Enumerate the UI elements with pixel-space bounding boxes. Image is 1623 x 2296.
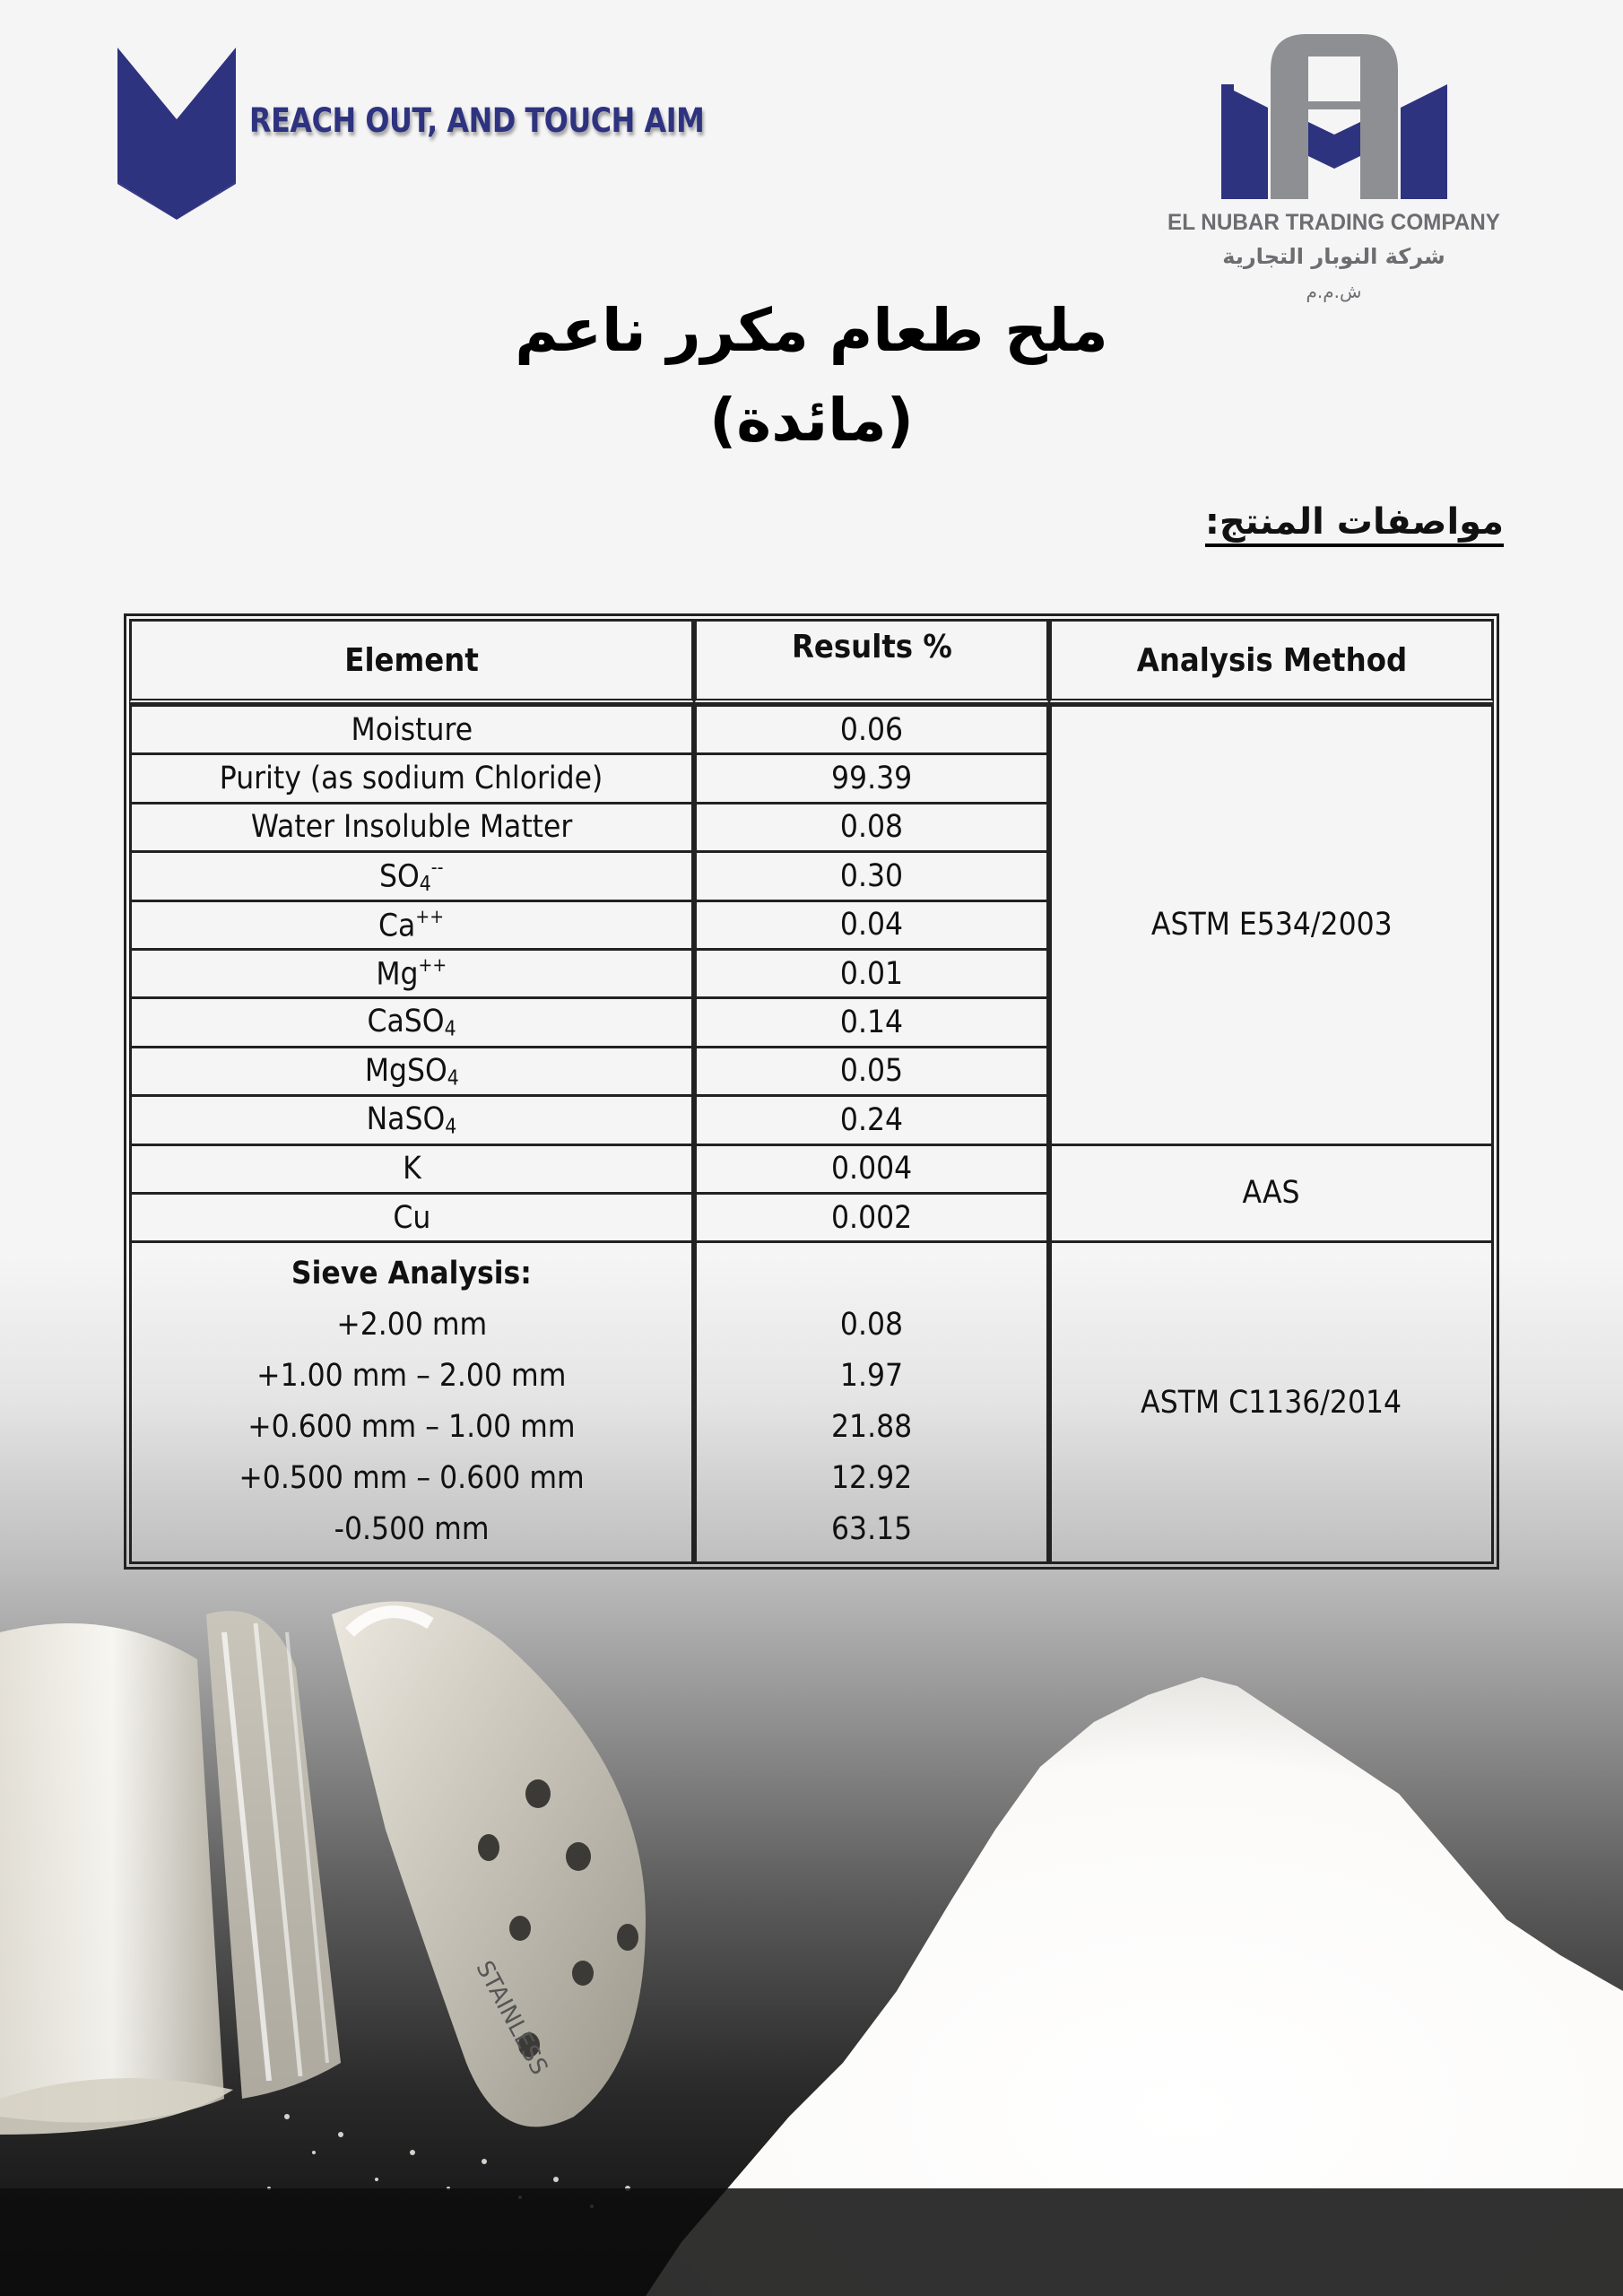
product-title: ملح طعام مكرر ناعم	[515, 296, 1108, 365]
sieve-title: Sieve Analysis:	[291, 1255, 533, 1292]
result-cell: 0.05	[694, 1048, 1049, 1097]
result-cell: 0.04	[694, 902, 1049, 951]
result-cell: 0.24	[694, 1097, 1049, 1145]
element-cell: K	[129, 1146, 694, 1195]
result-cell: 0.06	[694, 704, 1049, 755]
sieve-range: +1.00 mm – 2.00 mm	[256, 1357, 567, 1394]
result-cell: 0.004	[694, 1146, 1049, 1195]
sieve-range: -0.500 mm	[334, 1510, 490, 1547]
result-cell: 0.002	[694, 1195, 1049, 1243]
sieve-result: 1.97	[839, 1357, 904, 1394]
element-cell: Cu	[129, 1195, 694, 1243]
element-cell: Moisture	[129, 704, 694, 755]
element-cell: NaSO$_4$	[129, 1097, 694, 1145]
method-cell: ASTM C1136/2014	[1049, 1243, 1494, 1564]
spec-heading: مواصفات المنتج:	[1205, 502, 1504, 547]
sieve-result-cell	[694, 1243, 1049, 1564]
sieve-range: +0.600 mm – 1.00 mm	[247, 1408, 576, 1445]
header-results: Results %	[694, 619, 1049, 704]
element-cell: Ca++	[129, 902, 694, 951]
table-row	[129, 1146, 1494, 1195]
chevron-logo-icon	[117, 48, 236, 220]
tagline: REACH OUT, AND TOUCH AIM	[249, 101, 705, 140]
sieve-element-cell	[129, 1243, 694, 1564]
company-name-en: EL NUBAR TRADING COMPANY	[1167, 210, 1500, 235]
sieve-result: 0.08	[839, 1306, 904, 1343]
company-name-ar: شركة النوبار التجارية	[1222, 244, 1445, 269]
result-cell: 0.30	[694, 853, 1049, 901]
sieve-range: +2.00 mm	[336, 1306, 487, 1343]
sieve-range: +0.500 mm – 0.600 mm	[239, 1459, 585, 1496]
method-cell: AAS	[1049, 1146, 1494, 1244]
sieve-row	[129, 1243, 1494, 1564]
table-row	[129, 704, 1494, 755]
header-element: Element	[129, 619, 694, 704]
element-cell: Purity (as sodium Chloride)	[129, 755, 694, 804]
company-logo-icon	[1221, 34, 1447, 199]
method-cell: ASTM E534/2003	[1049, 704, 1494, 1146]
header-method: Analysis Method	[1049, 619, 1494, 704]
salt-shaker-illustration	[0, 1561, 1623, 2296]
sieve-result: 63.15	[830, 1510, 913, 1547]
shaker-stamp-text: STAINLESS	[470, 1956, 553, 2080]
element-cell: $SO_4^{--}$	[129, 853, 694, 901]
element-cell: CaSO$_4$	[129, 999, 694, 1048]
result-cell: 0.08	[694, 804, 1049, 853]
product-subtitle: (مائدة)	[709, 386, 914, 455]
element-cell: MgSO$_4$	[129, 1048, 694, 1097]
result-cell: 99.39	[694, 755, 1049, 804]
sieve-result: 12.92	[830, 1459, 913, 1496]
element-cell: Mg++	[129, 951, 694, 999]
spec-table	[124, 613, 1499, 1570]
company-type-ar: ش.م.م	[1306, 281, 1362, 302]
result-cell: 0.14	[694, 999, 1049, 1048]
result-cell: 0.01	[694, 951, 1049, 999]
table-header-row	[129, 619, 1494, 704]
element-cell: Water Insoluble Matter	[129, 804, 694, 853]
sieve-result: 21.88	[830, 1408, 913, 1445]
